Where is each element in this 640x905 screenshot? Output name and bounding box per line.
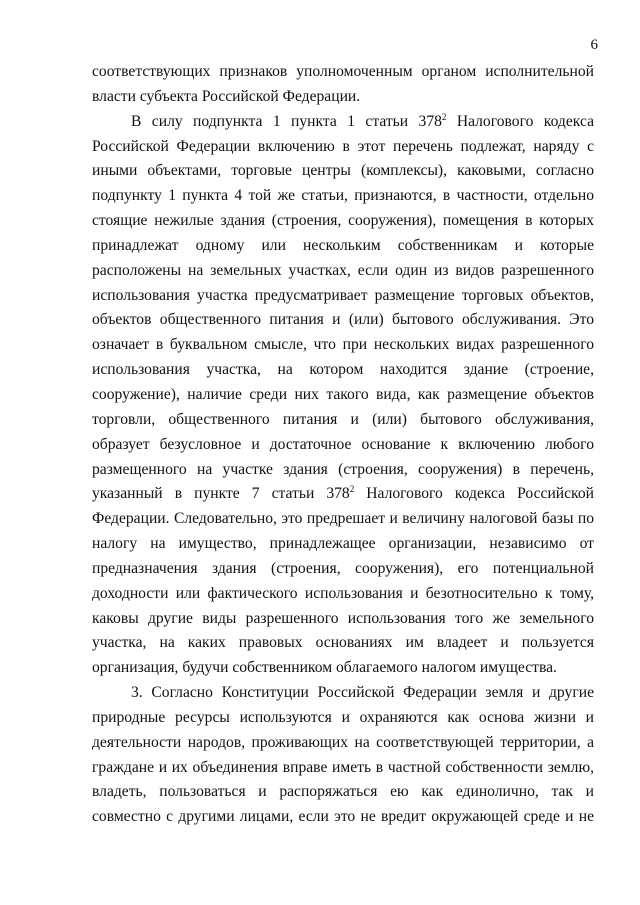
paragraph-continuation bbox=[92, 60, 594, 110]
text-segment: В силу подпункта 1 пункта 1 статьи 378 bbox=[131, 112, 442, 130]
text-line: соответствующих признаков уполномоченным органом исполнительной bbox=[92, 63, 594, 80]
text-line bbox=[92, 482, 594, 507]
text-line: Федерации. Следовательно, это предрешает и величину налоговой базы по bbox=[92, 510, 594, 528]
text-line: 3. Согласно Конституции Российской Федерации земля и другие bbox=[131, 684, 594, 702]
text-line: принадлежат одному или нескольким собственникам и которые bbox=[92, 236, 594, 254]
text-line: иными объектами, торговые центры (комплексы), каковыми, согласно bbox=[92, 162, 594, 180]
text-line: сооружение), наличие среди них такого вида, как размещение объектов bbox=[92, 385, 594, 403]
text-line: стоящие нежилые здания (строения, сооружения), помещения в которых bbox=[92, 212, 594, 230]
text-line: торговли, общественного питания и (или) бытового обслуживания, bbox=[92, 410, 594, 428]
text-line: совместно с другими лицами, если это не вредит окружающей среде и не bbox=[92, 808, 594, 826]
document-body bbox=[92, 60, 594, 830]
text-line: деятельности народов, проживающих на соответствующей территории, а bbox=[92, 733, 594, 751]
text-line: расположены на земельных участках, если один из видов разрешенного bbox=[92, 261, 594, 279]
superscript: 2 bbox=[349, 484, 355, 495]
text-line: Российской Федерации включению в этот перечень подлежат, наряду с bbox=[92, 137, 594, 155]
text-line: власти субъекта Российской Федерации. bbox=[92, 87, 361, 105]
text-line: граждане и их объединения вправе иметь в частной собственности землю, bbox=[92, 758, 594, 776]
text-line: участка, на каких правовых основаниях им владеет и пользуется bbox=[92, 634, 594, 652]
text-line: каковы другие виды разрешенного использования того же земельного bbox=[92, 609, 594, 627]
text-line: организация, будучи собственником облагаемого налогом имущества. bbox=[92, 659, 557, 677]
text-line: природные ресурсы используются и охраняются как основа жизни и bbox=[92, 708, 594, 726]
page-number: 6 bbox=[590, 37, 598, 53]
superscript: 2 bbox=[441, 111, 447, 122]
text-line: налогу на имущество, принадлежащее организации, независимо от bbox=[92, 535, 594, 553]
text-segment: Налогового кодекса Российской bbox=[366, 485, 594, 503]
text-segment: Налогового кодекса bbox=[456, 112, 594, 130]
text-line: образует безусловное и достаточное основание к включению любого bbox=[92, 435, 594, 453]
text-line: объектов общественного питания и (или) бытового обслуживания. Это bbox=[92, 311, 594, 329]
text-line: использования участка, на котором находится здание (строение, bbox=[92, 361, 594, 379]
text-line: подпункту 1 пункта 4 той же статьи, признаются, в частности, отдельно bbox=[92, 187, 594, 205]
paragraph-constitution bbox=[92, 681, 594, 830]
text-line: предназначения здания (строения, сооружения), его потенциальной bbox=[92, 559, 594, 577]
text-line: использования участка предусматривает размещение торговых объектов, bbox=[92, 286, 594, 304]
text-line bbox=[92, 110, 594, 135]
text-segment: указанный в пункте 7 статьи 378 bbox=[92, 485, 350, 503]
paragraph-article-378 bbox=[92, 110, 594, 681]
text-line: доходности или фактического использования и безотносительно к тому, bbox=[92, 584, 594, 602]
text-line: владеть, пользоваться и распоряжаться ею как единолично, так и bbox=[92, 783, 594, 801]
text-line: означает в буквальном смысле, что при нескольких видах разрешенного bbox=[92, 336, 594, 354]
text-line: размещенного на участке здания (строения, сооружения) в перечень, bbox=[92, 460, 594, 478]
